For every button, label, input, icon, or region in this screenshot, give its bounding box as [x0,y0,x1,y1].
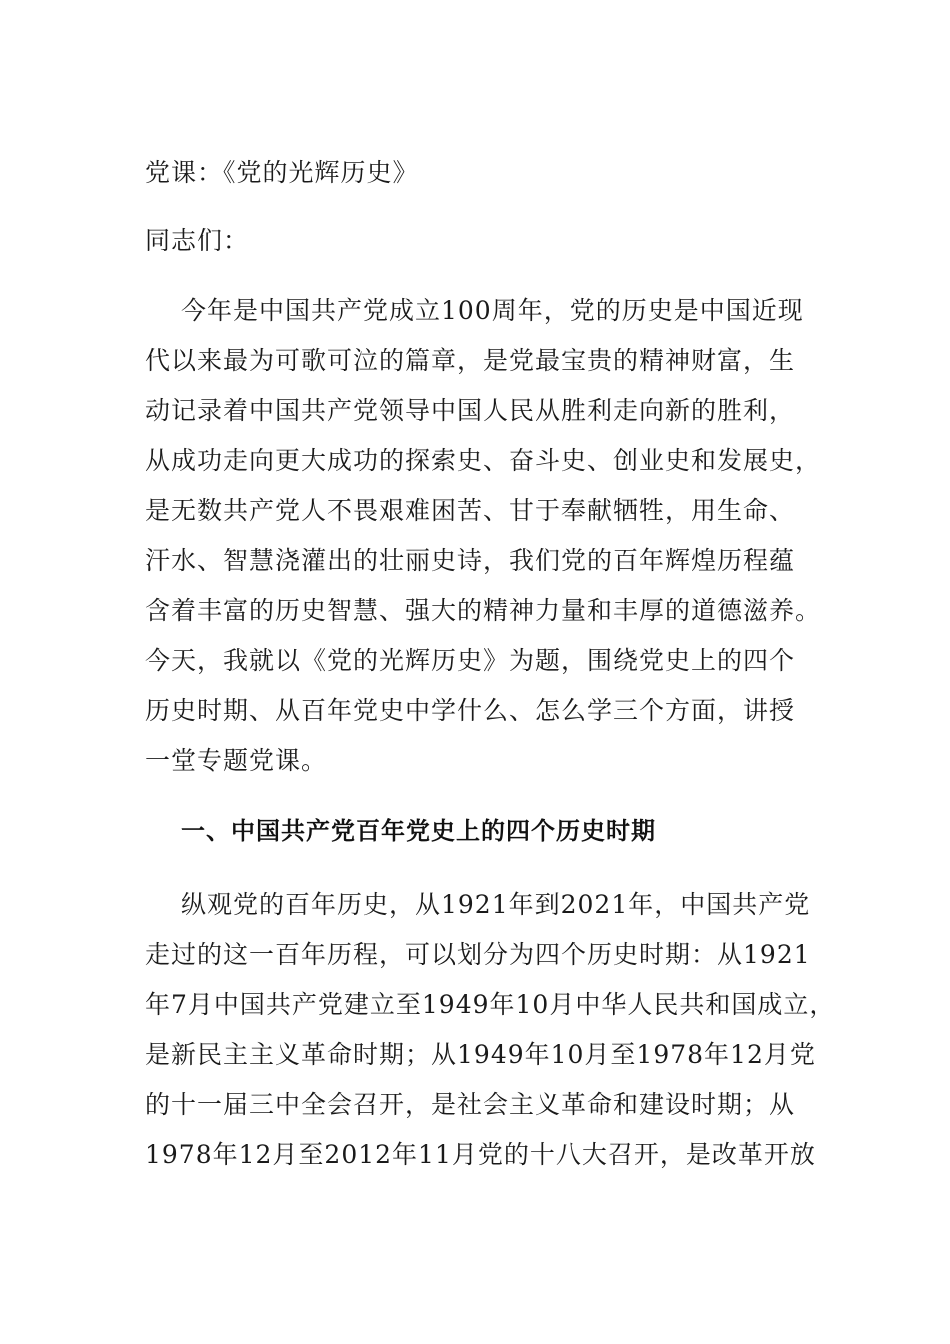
paragraph-line: 今年是中国共产党成立100周年，党的历史是中国近现 [181,296,804,325]
paragraph-line: 代以来最为可歌可泣的篇章，是党最宝贵的精神财富，生 [145,346,796,375]
paragraph-line: 年7月中国共产党建立至1949年10月中华人民共和国成立， [145,990,836,1019]
paragraph-line: 纵观党的百年历史，从1921年到2021年，中国共产党 [181,890,811,919]
paragraph-line: 走过的这一百年历程，可以划分为四个历史时期：从1921 [145,940,811,969]
document-title: 党课：《党的光辉历史》 [145,158,419,187]
paragraph-line: 一堂专题党课。 [145,746,328,775]
paragraph-line: 是无数共产党人不畏艰难困苦、甘于奉献牺牲，用生命、 [145,496,796,525]
paragraph-line: 历史时期、从百年党史中学什么、怎么学三个方面，讲授 [145,696,796,725]
paragraph-line: 从成功走向更大成功的探索史、奋斗史、创业史和发展史， [145,446,822,475]
paragraph-line: 含着丰富的历史智慧、强大的精神力量和丰厚的道德滋养。 [145,596,822,625]
paragraph-line: 动记录着中国共产党领导中国人民从胜利走向新的胜利， [145,396,796,425]
paragraph-line: 今天，我就以《党的光辉历史》为题，围绕党史上的四个 [145,646,796,675]
paragraph-line: 是新民主主义革命时期；从1949年10月至1978年12月党 [145,1040,816,1069]
salutation: 同志们： [145,226,250,255]
paragraph-line: 汗水、智慧浇灌出的壮丽史诗，我们党的百年辉煌历程蕴 [145,546,796,575]
paragraph-line: 的十一届三中全会召开，是社会主义革命和建设时期；从 [145,1090,796,1119]
section-heading: 一、中国共产党百年党史上的四个历史时期 [181,817,656,845]
paragraph-line: 1978年12月至2012年11月党的十八大召开，是改革开放 [145,1140,816,1169]
